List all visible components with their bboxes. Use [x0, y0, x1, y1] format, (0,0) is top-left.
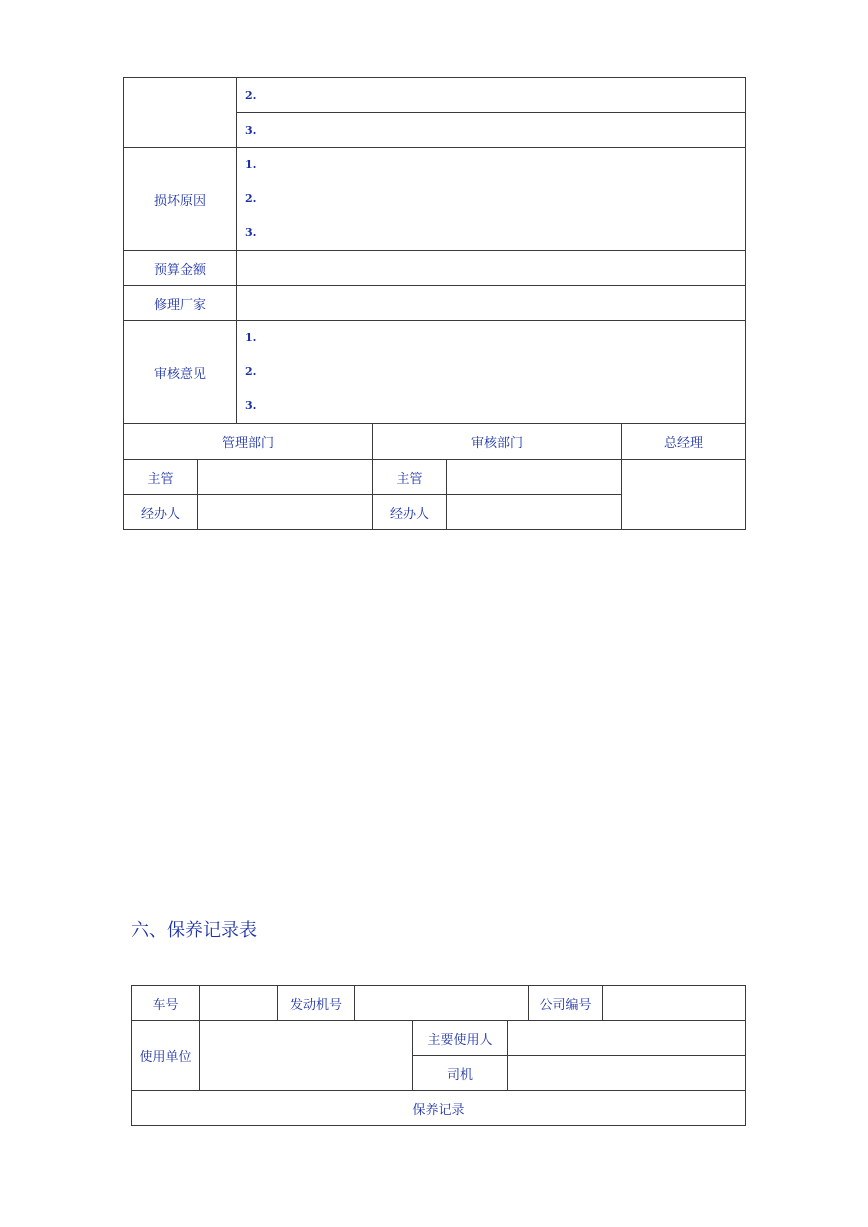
budget-label: 预算金额	[124, 251, 237, 286]
review-supervisor-label: 主管	[373, 460, 447, 495]
prev-item-3[interactable]: 3.	[237, 113, 746, 148]
main-user-field[interactable]	[508, 1021, 746, 1056]
engine-no-label: 发动机号	[278, 986, 355, 1021]
budget-field[interactable]	[237, 251, 746, 286]
general-manager-header: 总经理	[622, 424, 746, 460]
damage-cause-item-2: 2.	[245, 192, 257, 205]
main-user-label: 主要使用人	[413, 1021, 508, 1056]
car-no-field[interactable]	[200, 986, 278, 1021]
mgmt-supervisor-label: 主管	[124, 460, 198, 495]
review-handler-field[interactable]	[447, 495, 622, 530]
review-opinion-field[interactable]	[237, 321, 746, 424]
driver-label: 司机	[413, 1056, 508, 1091]
review-opinion-item-3: 3.	[245, 399, 257, 412]
using-unit-label: 使用单位	[132, 1021, 200, 1091]
maintenance-record-header: 保养记录	[132, 1091, 746, 1126]
prev-item-2[interactable]: 2.	[237, 78, 746, 113]
review-supervisor-field[interactable]	[447, 460, 622, 495]
repair-vendor-field[interactable]	[237, 286, 746, 321]
company-no-field[interactable]	[603, 986, 746, 1021]
review-opinion-item-1: 1.	[245, 331, 257, 344]
review-handler-label: 经办人	[373, 495, 447, 530]
using-unit-field[interactable]	[200, 1021, 413, 1091]
empty-label-cell	[124, 78, 237, 148]
mgmt-supervisor-field[interactable]	[198, 460, 373, 495]
repair-request-table	[123, 77, 746, 424]
mgmt-dept-header: 管理部门	[124, 424, 373, 460]
review-opinion-label: 审核意见	[124, 321, 237, 424]
mgmt-handler-field[interactable]	[198, 495, 373, 530]
car-no-label: 车号	[132, 986, 200, 1021]
section-title: 六、保养记录表	[131, 920, 257, 941]
mgmt-handler-label: 经办人	[124, 495, 198, 530]
company-no-label: 公司编号	[529, 986, 603, 1021]
general-manager-field[interactable]	[622, 460, 746, 530]
damage-cause-item-3: 3.	[245, 226, 257, 239]
signoff-table	[123, 423, 746, 530]
review-opinion-item-2: 2.	[245, 365, 257, 378]
engine-no-field[interactable]	[355, 986, 529, 1021]
damage-cause-item-1: 1.	[245, 158, 257, 171]
damage-cause-label: 损坏原因	[124, 148, 237, 251]
damage-cause-field[interactable]	[237, 148, 746, 251]
driver-field[interactable]	[508, 1056, 746, 1091]
maintenance-record-table	[131, 985, 746, 1126]
review-dept-header: 审核部门	[373, 424, 622, 460]
repair-vendor-label: 修理厂家	[124, 286, 237, 321]
